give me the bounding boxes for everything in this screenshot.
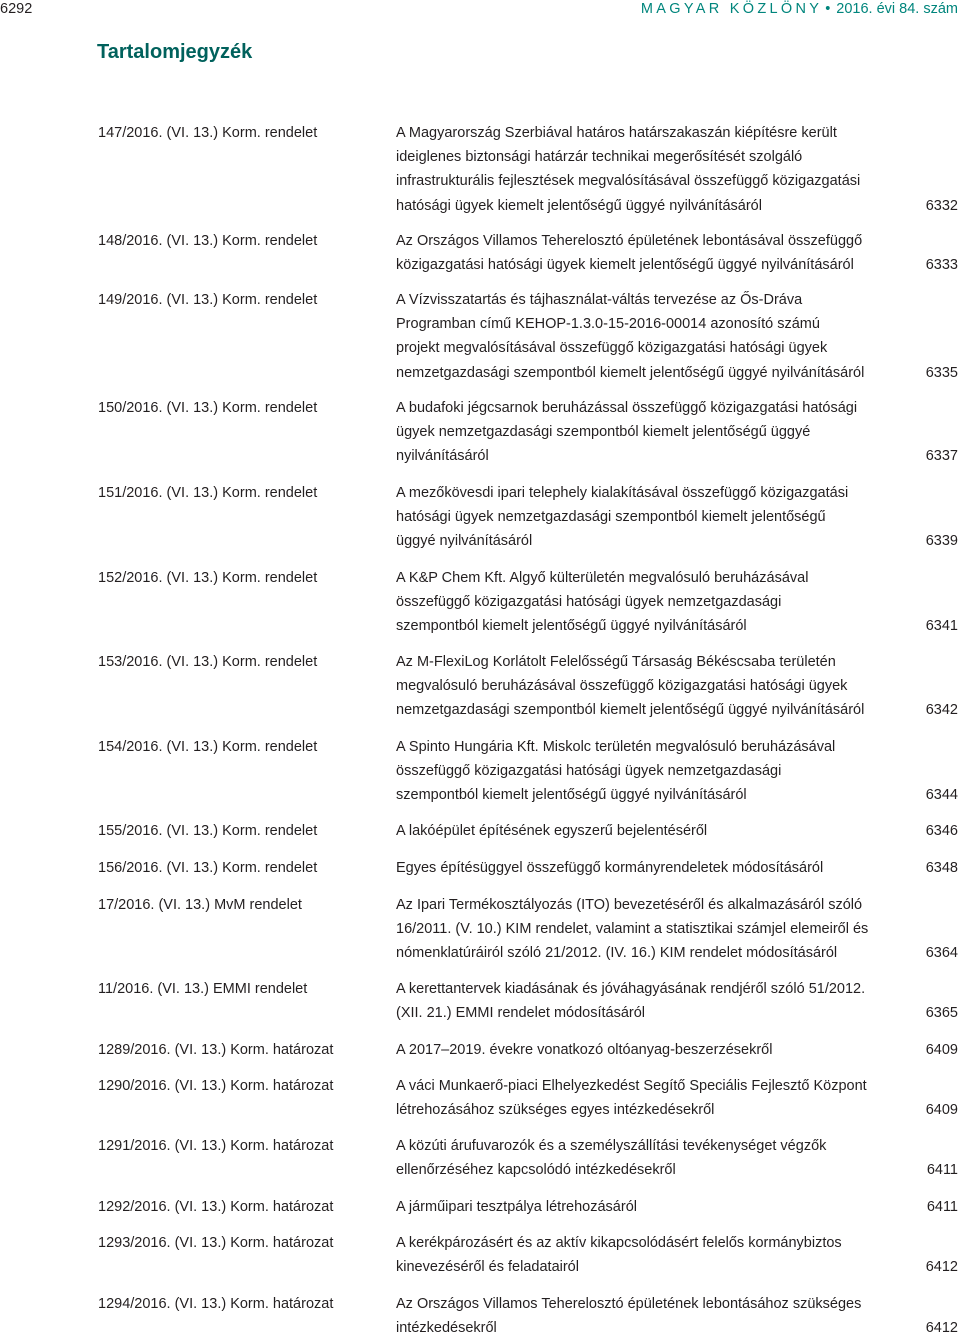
- toc-entry-page-number: 6333: [925, 257, 958, 274]
- toc-entry-description-line: nyilvánításáról: [396, 448, 489, 465]
- toc-entry-description-line: Az Országos Villamos Teherelosztó épületének lebontásához szükséges: [396, 1296, 862, 1312]
- toc-entry-page-number: 6364: [925, 945, 958, 962]
- toc-entry-page-number: 6346: [925, 823, 958, 839]
- toc-entry-description-line: szempontból kiemelt jelentőségű üggyé nyilvánításáról: [396, 618, 747, 635]
- toc-entry-description-line: Programban című KEHOP-1.3.0-15-2016-00014 azonosító számú: [396, 316, 820, 333]
- toc-entry-description-line: hatósági ügyek kiemelt jelentőségű üggyé nyilvánításáról: [396, 197, 762, 214]
- toc-entry-description-line: A váci Munkaerő-piaci Elhelyezkedést Segítő Speciális Fejlesztő Központ: [396, 1078, 867, 1094]
- toc-entry-reference: 17/2016. (VI. 13.) MvM rendelet: [98, 897, 302, 913]
- toc-entry-description: [396, 650, 901, 723]
- toc-entry-description: [396, 819, 901, 843]
- toc-entry-description-line: közigazgatási hatósági ügyek kiemelt jelentőségű üggyé nyilvánításáról: [396, 257, 854, 274]
- toc-entry-page-number: 6332: [925, 197, 958, 214]
- toc-entry-reference: 1289/2016. (VI. 13.) Korm. határozat: [98, 1042, 334, 1058]
- toc-entry-reference: 155/2016. (VI. 13.) Korm. rendelet: [98, 823, 318, 839]
- toc-entry-page-number: 6412: [925, 1320, 958, 1337]
- toc-entry-description-line: A közúti árufuvarozók és a személyszállítási tevékenységet végzők: [396, 1138, 827, 1154]
- toc-entry-description-line: A Magyarország Szerbiával határos határszakaszán kiépítésre került: [396, 125, 837, 141]
- toc-entry-description-line: A budafoki jégcsarnok beruházással összefüggő közigazgatási hatósági: [396, 400, 858, 416]
- toc-entry-description: [396, 566, 901, 639]
- toc-entry-page-number: 6341: [925, 618, 958, 635]
- toc-entry-reference: 1292/2016. (VI. 13.) Korm. határozat: [98, 1199, 334, 1215]
- toc-entry-description-line: szempontból kiemelt jelentőségű üggyé nyilvánításáról: [396, 787, 747, 804]
- toc-entry-description: [396, 1134, 901, 1182]
- toc-entry-description-line: A kerettantervek kiadásának és jóváhagyásának rendjéről szóló 51/2012.: [396, 981, 866, 997]
- header-bullet: •: [825, 1, 831, 17]
- toc-entry-description-line: A kerékpározásért és az aktív kikapcsolódásért felelős kormánybiztos: [396, 1235, 842, 1251]
- toc-entry-description-line: ügyek nemzetgazdasági szempontból kiemelt jelentőségű üggyé: [396, 424, 811, 441]
- toc-entry-description-line: A járműipari tesztpálya létrehozásáról: [396, 1199, 637, 1215]
- toc-entry-description-line: projekt megvalósításával összefüggő közigazgatási hatósági ügyek: [396, 340, 828, 357]
- toc-entry-description-line: megvalósuló beruházásával összefüggő közigazgatási hatósági ügyek: [396, 678, 848, 695]
- toc-entry-description-line: létrehozásához szükséges egyes intézkedésekről: [396, 1102, 715, 1119]
- toc-entry-description: [396, 229, 901, 277]
- toc-entry-reference: 1290/2016. (VI. 13.) Korm. határozat: [98, 1078, 334, 1094]
- toc-entry-description-line: üggyé nyilvánításáról: [396, 533, 533, 550]
- issue-label: 2016. évi 84. szám: [836, 1, 958, 17]
- toc-entry-description-line: Az Országos Villamos Teherelosztó épületének lebontásával összefüggő: [396, 233, 863, 249]
- page-title: Tartalomjegyzék: [97, 41, 253, 63]
- toc-entry-page-number: 6409: [925, 1042, 958, 1058]
- toc-entry-page-number: 6409: [925, 1102, 958, 1119]
- toc-entry-description-line: Az M-FlexiLog Korlátolt Felelősségű Társaság Békéscsaba területén: [396, 654, 836, 670]
- toc-entry-page-number: 6344: [925, 787, 958, 804]
- toc-entry-description-line: A lakóépület építésének egyszerű bejelentéséről: [396, 823, 708, 839]
- journal-name: MAGYAR KÖZLÖNY: [640, 1, 823, 17]
- toc-entry-reference: 1293/2016. (VI. 13.) Korm. határozat: [98, 1235, 334, 1251]
- toc-entry-description-line: nemzetgazdasági szempontból kiemelt jelentőségű üggyé nyilvánításáról: [396, 364, 865, 381]
- toc-entry-reference: 11/2016. (VI. 13.) EMMI rendelet: [98, 981, 308, 997]
- toc-entry-reference: 150/2016. (VI. 13.) Korm. rendelet: [98, 400, 318, 416]
- toc-entry-reference: 149/2016. (VI. 13.) Korm. rendelet: [98, 292, 318, 308]
- toc-entry-reference: 153/2016. (VI. 13.) Korm. rendelet: [98, 654, 318, 670]
- toc-entry-description-line: A mezőkövesdi ipari telephely kialakításával összefüggő közigazgatási: [396, 485, 849, 501]
- toc-entry-page-number: 6411: [926, 1199, 958, 1215]
- toc-entry-description: [396, 1038, 901, 1062]
- toc-entry-description-line: infrastrukturális fejlesztések megvalósításával összefüggő közigazgatási: [396, 173, 861, 190]
- toc-entry-page-number: 6337: [925, 448, 958, 465]
- toc-entry-description-line: összefüggő közigazgatási hatósági ügyek nemzetgazdasági: [396, 594, 782, 611]
- toc-entry-description-line: nómenklatúráiról szóló 21/2012. (IV. 16.) KIM rendelet módosításáról: [396, 945, 838, 962]
- toc-entry-description-line: összefüggő közigazgatási hatósági ügyek nemzetgazdasági: [396, 763, 782, 780]
- toc-entry-description: [396, 1074, 901, 1122]
- toc-entry-description: [396, 893, 901, 966]
- toc-entry-page-number: 6342: [925, 702, 958, 719]
- toc-entry-page-number: 6412: [925, 1259, 958, 1276]
- toc-entry-description-line: ideiglenes biztonsági határzár technikai megerősítését szolgáló: [396, 149, 803, 166]
- page-number: 6292: [0, 1, 33, 17]
- toc-entry-reference: 154/2016. (VI. 13.) Korm. rendelet: [98, 739, 318, 755]
- toc-entry-description-line: (XII. 21.) EMMI rendelet módosításáról: [396, 1005, 646, 1022]
- toc-entry-description: [396, 481, 901, 554]
- toc-entry-description: [396, 121, 901, 218]
- toc-entry-description: [396, 735, 901, 808]
- toc-entry-reference: 148/2016. (VI. 13.) Korm. rendelet: [98, 233, 318, 249]
- toc-entry-description: [396, 977, 901, 1025]
- toc-entry-description: [396, 1195, 901, 1219]
- toc-entry-description-line: hatósági ügyek nemzetgazdasági szempontból kiemelt jelentőségű: [396, 509, 826, 526]
- toc-entry-reference: 1294/2016. (VI. 13.) Korm. határozat: [98, 1296, 334, 1312]
- toc-entry-description-line: A Vízvisszatartás és tájhasználat-váltás tervezése az Ős-Dráva: [396, 292, 803, 308]
- toc-entry-description-line: A K&P Chem Kft. Algyő külterületén megvalósuló beruházásával: [396, 570, 809, 586]
- toc-entry-page-number: 6411: [926, 1162, 958, 1179]
- toc-entry-description-line: kinevezéséről és feladatairól: [396, 1259, 579, 1276]
- toc-entry-reference: 152/2016. (VI. 13.) Korm. rendelet: [98, 570, 318, 586]
- toc-entry-reference: 147/2016. (VI. 13.) Korm. rendelet: [98, 125, 318, 141]
- toc-entry-description-line: nemzetgazdasági szempontból kiemelt jelentőségű üggyé nyilvánításáról: [396, 702, 865, 719]
- toc-entry-description: [396, 856, 901, 880]
- toc-entry-description: [396, 288, 901, 385]
- toc-entry-page-number: 6348: [925, 860, 958, 876]
- toc-entry-page-number: 6339: [925, 533, 958, 550]
- toc-entry-reference: 1291/2016. (VI. 13.) Korm. határozat: [98, 1138, 334, 1154]
- toc-entry-description-line: 16/2011. (V. 10.) KIM rendelet, valamint a statisztikai számjel elemeiről és: [396, 921, 869, 938]
- toc-entry-page-number: 6335: [925, 364, 958, 381]
- toc-entry-description: [396, 396, 901, 469]
- toc-entry-description-line: ellenőrzéséhez kapcsolódó intézkedésekről: [396, 1162, 676, 1179]
- toc-entry-description-line: Egyes építésüggyel összefüggő kormányrendeletek módosításáról: [396, 860, 824, 876]
- toc-entry-reference: 156/2016. (VI. 13.) Korm. rendelet: [98, 860, 318, 876]
- toc-entry-description: [396, 1231, 901, 1279]
- toc-entry-page-number: 6365: [925, 1005, 958, 1022]
- toc-entry-description-line: A 2017–2019. évekre vonatkozó oltóanyag-beszerzésekről: [396, 1042, 773, 1058]
- toc-entry-reference: 151/2016. (VI. 13.) Korm. rendelet: [98, 485, 318, 501]
- toc-entry-description-line: intézkedésekről: [396, 1320, 497, 1337]
- toc-entry-description-line: Az Ipari Termékosztályozás (ITO) bevezetéséről és alkalmazásáról szóló: [396, 897, 863, 913]
- toc-entry-description-line: A Spinto Hungária Kft. Miskolc területén megvalósuló beruházásával: [396, 739, 836, 755]
